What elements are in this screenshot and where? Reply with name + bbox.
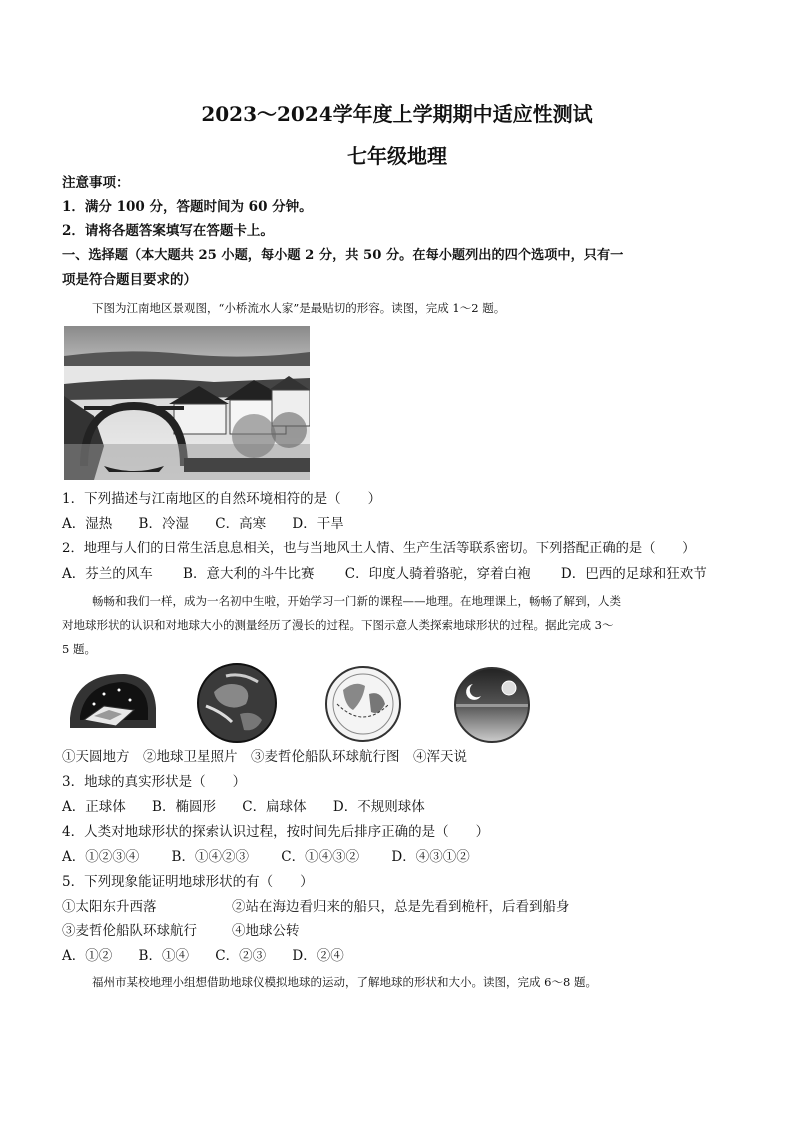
q2-option-d[interactable]: D．巴西的足球和狂欢节 (560, 566, 707, 582)
intro-text: 畅畅和我们一样，成为一名初中生啦，开始学习一门新的课程——地理。在地理课上，畅畅了解到，人类 (92, 594, 621, 608)
q3-stem: 3．地球的真实形状是（ ） (62, 774, 247, 790)
armillary-sphere-theory-image (451, 666, 533, 744)
sky-round-earth-square-image (64, 668, 158, 738)
q1-option-d[interactable]: D．干旱 (292, 516, 344, 532)
q5-options (62, 947, 366, 965)
q1-option-b[interactable]: B．冷湿 (138, 516, 189, 532)
q4-option-d[interactable]: D．④③①② (391, 849, 470, 865)
q1-stem: 1．下列描述与江南地区的自然环境相符的是（ ） (62, 491, 382, 507)
earth-satellite-photo-image (196, 662, 278, 744)
q4-options (62, 848, 492, 866)
notice-item: 1．满分 100 分，答题时间为 60 分钟。 (62, 199, 313, 215)
intro-text: 对地球形状的认识和对地球大小的测量经历了漫长的过程。下图示意人类探索地球形状的过程。据此完成 3～ (62, 618, 614, 632)
q5-option-b[interactable]: B．①④ (138, 948, 189, 964)
section-heading: 一、选择题（本大题共 25 小题，每小题 2 分，共 50 分。在每小题列出的四个选项中，只有一 (62, 248, 624, 263)
page-subtitle: 七年级地理 (347, 144, 447, 168)
q4-option-c[interactable]: C．①④③② (281, 849, 360, 865)
q3-option-d[interactable]: D．不规则球体 (332, 799, 425, 815)
q5-option-a[interactable]: A．①② (62, 948, 113, 964)
q2-option-c[interactable]: C．印度人骑着骆驼，穿着白袍 (344, 566, 531, 582)
q5-item: ①太阳东升西落 (62, 899, 157, 915)
q4-stem: 4．人类对地球形状的探索认识过程，按时间先后排序正确的是（ ） (62, 824, 490, 840)
magellan-voyage-map-image (323, 664, 403, 744)
notice-heading: 注意事项： (62, 175, 130, 191)
q1-option-a[interactable]: A．湿热 (62, 516, 113, 532)
q5-option-d[interactable]: D．②④ (292, 948, 344, 964)
q2-options (62, 565, 729, 583)
figure-caption: ①天圆地方 ②地球卫星照片 ③麦哲伦船队环球航行图 ④浑天说 (62, 749, 467, 765)
q5-item: ③麦哲伦船队环球航行 (62, 923, 197, 939)
notice-item: 2．请将各题答案填写在答题卡上。 (62, 223, 274, 239)
intro-text: 福州市某校地理小组想借助地球仪模拟地球的运动，了解地球的形状和大小。读图，完成 6～8 题。 (92, 975, 597, 989)
q5-option-c[interactable]: C．②③ (215, 948, 267, 964)
q4-option-a[interactable]: A．①②③④ (62, 849, 140, 865)
intro-text: 下图为江南地区景观图，“小桥流水人家”是最贴切的形容。读图，完成 1～2 题。 (92, 301, 506, 315)
q3-option-b[interactable]: B．椭圆形 (152, 799, 216, 815)
q1-option-c[interactable]: C．高寒 (215, 516, 267, 532)
q2-stem: 2．地理与人们的日常生活息息相关，也与当地风土人情、生产生活等联系密切。下列搭配正确的是（ ） (62, 541, 696, 556)
q5-item: ④地球公转 (232, 923, 300, 939)
page-title: 2023～2024学年度上学期期中适应性测试 (201, 102, 593, 126)
q5-item: ②站在海边看归来的船只，总是先看到桅杆，后看到船身 (232, 899, 570, 915)
q4-option-b[interactable]: B．①④②③ (171, 849, 249, 865)
jiangnan-landscape-image (64, 326, 310, 480)
q5-stem: 5．下列现象能证明地球形状的有（ ） (62, 874, 314, 890)
q2-option-b[interactable]: B．意大利的斗牛比赛 (183, 566, 315, 582)
q2-option-a[interactable]: A．芬兰的风车 (62, 566, 153, 582)
q3-options (62, 798, 447, 816)
section-heading-cont: 项是符合题目要求的） (62, 272, 197, 288)
q3-option-c[interactable]: C．扁球体 (242, 799, 307, 815)
q1-options (62, 515, 366, 533)
q3-option-a[interactable]: A．正球体 (62, 799, 126, 815)
intro-text: 5 题。 (62, 642, 96, 656)
